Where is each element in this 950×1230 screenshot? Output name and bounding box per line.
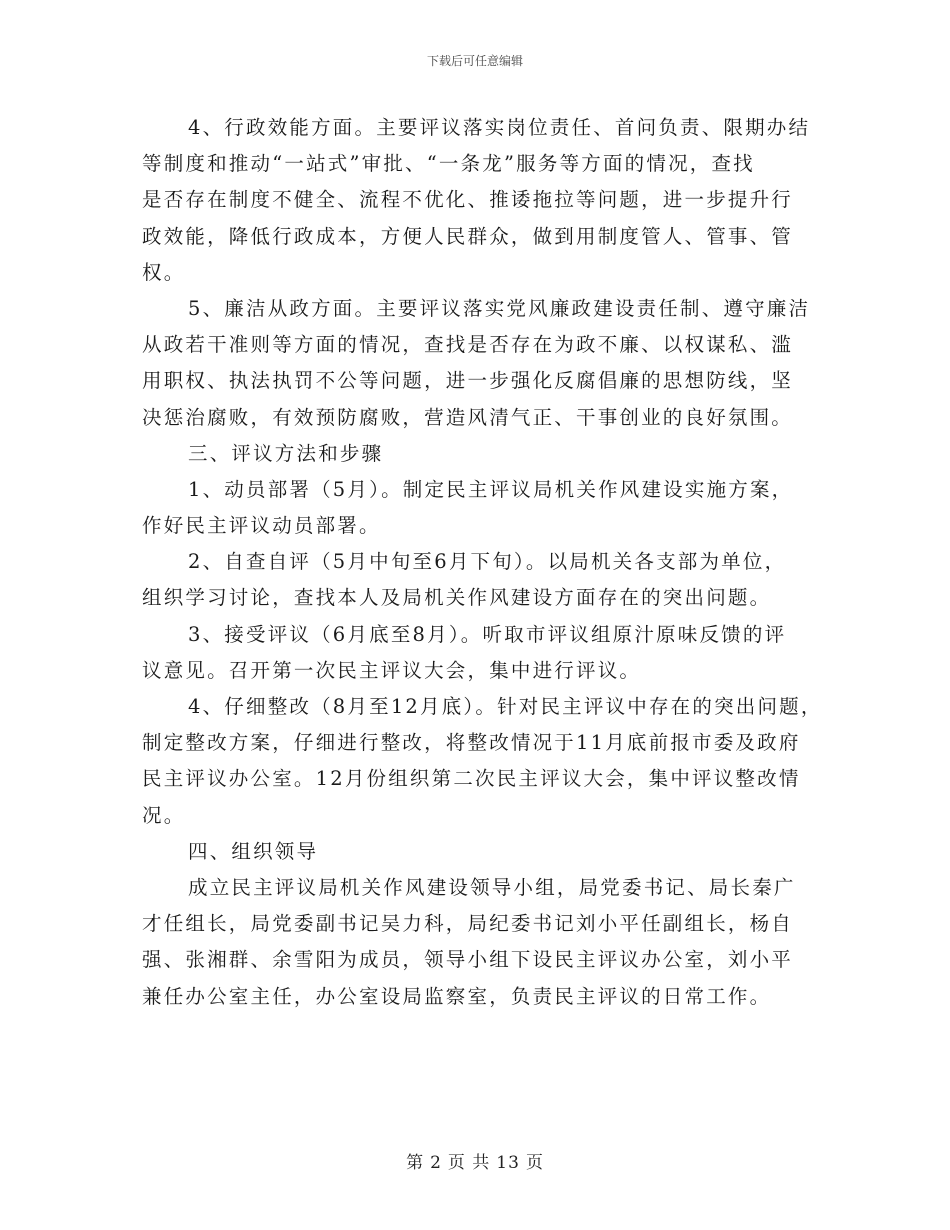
text-line: 2、自查自评（5月中旬至6月下旬）。以局机关各支部为单位， [188,550,787,574]
text-line: 权。 [142,260,186,284]
document-body [142,110,823,1015]
text-line: 政效能，降低行政成本，方便人民群众，做到用制度管人、管事、管 [142,224,794,248]
text-line: 1、动员部署（5月）。制定民主评议局机关作风建设实施方案， [188,477,794,501]
text-line: 是否存在制度不健全、流程不优化、推诿拖拉等问题，进一步提升行 [142,188,794,212]
text-line: 三、评议方法和步骤 [188,441,384,465]
page-total-number: 13 [496,1153,520,1173]
page-label-mid: 页 共 [447,1153,491,1173]
page-header: 下载后可任意编辑 [426,54,523,68]
text-line: 况。 [142,803,186,827]
text-line: 决惩治腐败，有效预防腐败，营造风清气正、干事创业的良好氛围。 [142,405,794,429]
text-line: 作好民主评议动员部署。 [142,514,381,538]
text-line: 从政若干准则等方面的情况，查找是否存在为政不廉、以权谋私、滥 [142,333,794,357]
text-line: 议意见。召开第一次民主评议大会，集中进行评议。 [142,658,642,682]
page-current-number: 2 [430,1153,442,1173]
text-line: 强、张湘群、余雪阳为成员，领导小组下设民主评议办公室，刘小平 [142,948,794,972]
text-line: 4、行政效能方面。主要评议落实岗位责任、首问负责、限期办结 [188,116,811,139]
text-line: 兼任办公室主任，办公室设局监察室，负责民主评议的日常工作。 [142,984,772,1008]
text-line: 制定整改方案，仔细进行整改，将整改情况于11月底前报市委及政府 [142,731,801,755]
page-label-suffix: 页 [525,1153,544,1173]
text-line: 才任组长，局党委副书记吴力科，局纪委书记刘小平任副组长，杨自 [142,912,794,936]
text-line: 等制度和推动“一站式”审批、“一条龙”服务等方面的情况，查找 [142,152,755,176]
page-footer [0,1148,950,1173]
text-line: 5、廉洁从政方面。主要评议落实党风廉政建设责任制、遵守廉洁 [188,296,811,320]
page-label-prefix: 第 [406,1153,425,1173]
text-line: 四、组织领导 [188,839,319,863]
text-line: 组织学习讨论，查找本人及局机关作风建设方面存在的突出问题。 [142,586,772,610]
text-line: 4、仔细整改（8月至12月底）。针对民主评议中存在的突出问题， [188,695,823,718]
text-line: 民主评议办公室。12月份组织第二次民主评议大会，集中评议整改情 [142,767,801,791]
text-line: 用职权、执法执罚不公等问题，进一步强化反腐倡廉的思想防线，坚 [142,369,794,393]
text-line: 成立民主评议局机关作风建设领导小组，局党委书记、局长秦广 [188,875,796,899]
text-line: 3、接受评议（6月底至8月）。听取市评议组原汁原味反馈的评 [188,622,787,646]
